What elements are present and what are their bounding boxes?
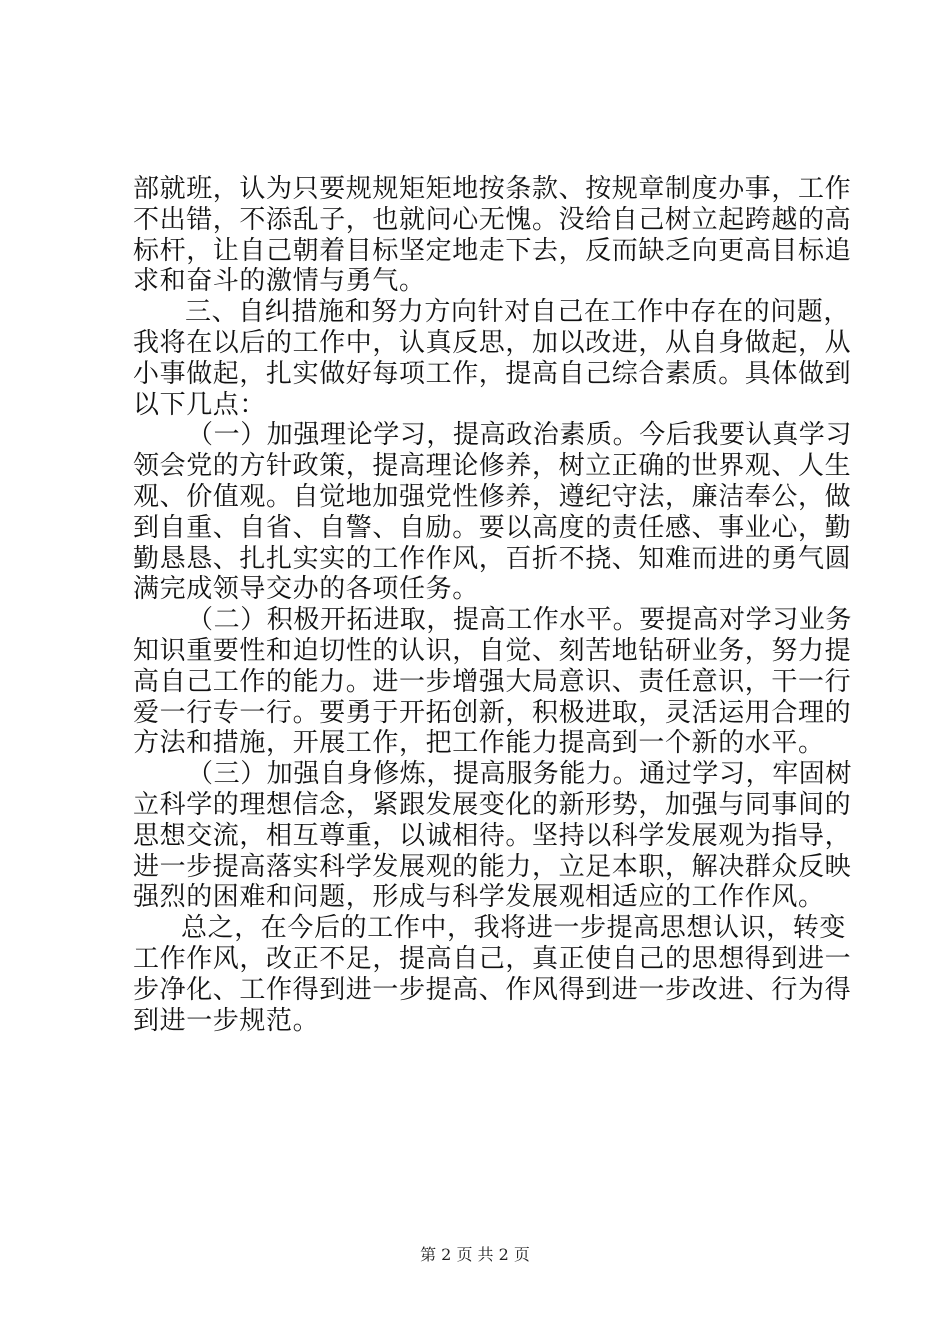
text-line: 勤恳恳、扎扎实实的工作作风，百折不挠、知难而进的勇气圆 — [133, 543, 852, 574]
text-line: 到进一步规范。 — [133, 1005, 320, 1036]
text-line: 知识重要性和迫切性的认识，自觉、刻苦地钻研业务，努力提 — [133, 635, 852, 666]
text-line: 工作作风，改正不足，提高自己，真正使自己的思想得到进一 — [133, 943, 852, 974]
text-line: 求和奋斗的激情与勇气。 — [133, 266, 426, 297]
conclusion-line: 总之，在今后的工作中，我将进一步提高思想认识，转变 — [181, 913, 847, 944]
text-line: 标杆，让自己朝着目标坚定地走下去，反而缺乏向更高目标追 — [133, 235, 852, 266]
text-line: 以下几点： — [133, 389, 267, 420]
text-line: 步净化、工作得到进一步提高、作风得到进一步改进、行为得 — [133, 974, 852, 1005]
text-line: 领会党的方针政策，提高理论修养，树立正确的世界观、人生 — [133, 451, 852, 482]
text-line: 方法和措施，开展工作，把工作能力提高到一个新的水平。 — [133, 728, 825, 759]
text-line: 不出错，不添乱子，也就问心无愧。没给自己树立起跨越的高 — [133, 204, 852, 235]
item-one-heading-line: （一）加强理论学习，提高政治素质。今后我要认真学习 — [187, 420, 853, 451]
text-line: 思想交流，相互尊重，以诚相待。坚持以科学发展观为指导， — [133, 820, 852, 851]
section-heading-line: 三、自纠措施和努力方向针对自己在工作中存在的问题， — [185, 297, 851, 328]
item-three-heading-line: （三）加强自身修炼，提高服务能力。通过学习，牢固树 — [187, 759, 853, 790]
document-body — [133, 174, 853, 1036]
text-line: 立科学的理想信念，紧跟发展变化的新形势，加强与同事间的 — [133, 789, 852, 820]
text-line: 满完成领导交办的各项任务。 — [133, 574, 479, 605]
text-line: 进一步提高落实科学发展观的能力，立足本职，解决群众反映 — [133, 851, 852, 882]
text-line: 强烈的困难和问题，形成与科学发展观相适应的工作作风。 — [133, 882, 825, 913]
item-two-heading-line: （二）积极开拓进取，提高工作水平。要提高对学习业务 — [187, 605, 853, 636]
text-line: 我将在以后的工作中，认真反思，加以改进，从自身做起，从 — [133, 327, 852, 358]
text-line: 小事做起，扎实做好每项工作，提高自己综合素质。具体做到 — [133, 358, 852, 389]
text-line: 到自重、自省、自警、自励。要以高度的责任感、事业心，勤 — [133, 512, 852, 543]
text-line: 爱一行专一行。要勇于开拓创新，积极进取，灵活运用合理的 — [133, 697, 852, 728]
text-line: 高自己工作的能力。进一步增强大局意识、责任意识，干一行 — [133, 666, 852, 697]
page-number-footer: 第 2 页 共 2 页 — [420, 1245, 530, 1264]
text-line: 观、价值观。自觉地加强党性修养，遵纪守法，廉洁奉公，做 — [133, 481, 852, 512]
text-line: 部就班，认为只要规规矩矩地按条款、按规章制度办事，工作 — [133, 174, 852, 204]
